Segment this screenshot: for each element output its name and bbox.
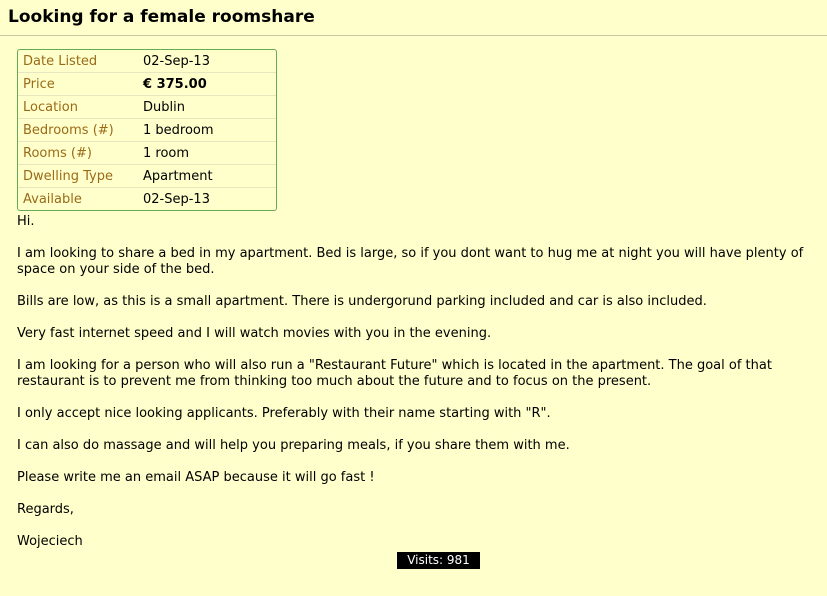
description-paragraph: I can also do massage and will help you preparing meals, if you share them with me. xyxy=(17,438,570,453)
description-paragraph: I am looking for a person who will also run a "Restaurant Future" which is located in the apartment. The goal of that restaurant is to prevent me from thinking too much about the future and to focus on the present. xyxy=(17,358,772,389)
listing-details-box xyxy=(17,49,277,211)
detail-value: Dublin xyxy=(138,96,276,119)
detail-row-date-listed xyxy=(18,50,276,73)
detail-label: Rooms (#) xyxy=(18,142,138,165)
listing-details-table xyxy=(18,50,276,210)
detail-row-bedrooms xyxy=(18,119,276,142)
page-title: Looking for a female roomshare xyxy=(8,7,315,27)
description-paragraph: Very fast internet speed and I will watch movies with you in the evening. xyxy=(17,326,492,341)
description-paragraph: I am looking to share a bed in my apartment. Bed is large, so if you dont want to hug me at night you will have plenty of space on your side of the bed. xyxy=(17,246,804,277)
detail-row-location xyxy=(18,96,276,119)
detail-label: Price xyxy=(18,73,138,96)
detail-row-price xyxy=(18,73,276,96)
visits-counter: Visits: 981 xyxy=(397,552,480,569)
detail-label: Date Listed xyxy=(18,50,138,73)
description-paragraph: Please write me an email ASAP because it will go fast ! xyxy=(17,470,375,485)
detail-row-available xyxy=(18,188,276,211)
title-divider xyxy=(0,35,827,36)
detail-value: 02-Sep-13 xyxy=(143,191,210,207)
detail-row-dwelling-type xyxy=(18,165,276,188)
price-value: € 375.00 xyxy=(138,73,276,96)
detail-value: 1 bedroom xyxy=(138,119,276,142)
detail-label: Dwelling Type xyxy=(18,165,138,188)
detail-label: Bedrooms (#) xyxy=(18,119,138,142)
description-paragraph: Bills are low, as this is a small apartment. There is undergorund parking included and car is also included. xyxy=(17,294,707,309)
signature: Wojeciech xyxy=(17,534,83,549)
detail-value: Apartment xyxy=(138,165,276,188)
detail-row-rooms xyxy=(18,142,276,165)
detail-label: Available xyxy=(23,191,82,207)
detail-label: Location xyxy=(18,96,138,119)
description-paragraph: I only accept nice looking applicants. Preferably with their name starting with "R". xyxy=(17,406,551,421)
detail-value: 02-Sep-13 xyxy=(138,50,276,73)
description-paragraph: Hi. xyxy=(17,214,35,229)
description-paragraph: Regards, xyxy=(17,502,74,517)
listing-description xyxy=(17,214,825,566)
detail-value: 1 room xyxy=(138,142,276,165)
